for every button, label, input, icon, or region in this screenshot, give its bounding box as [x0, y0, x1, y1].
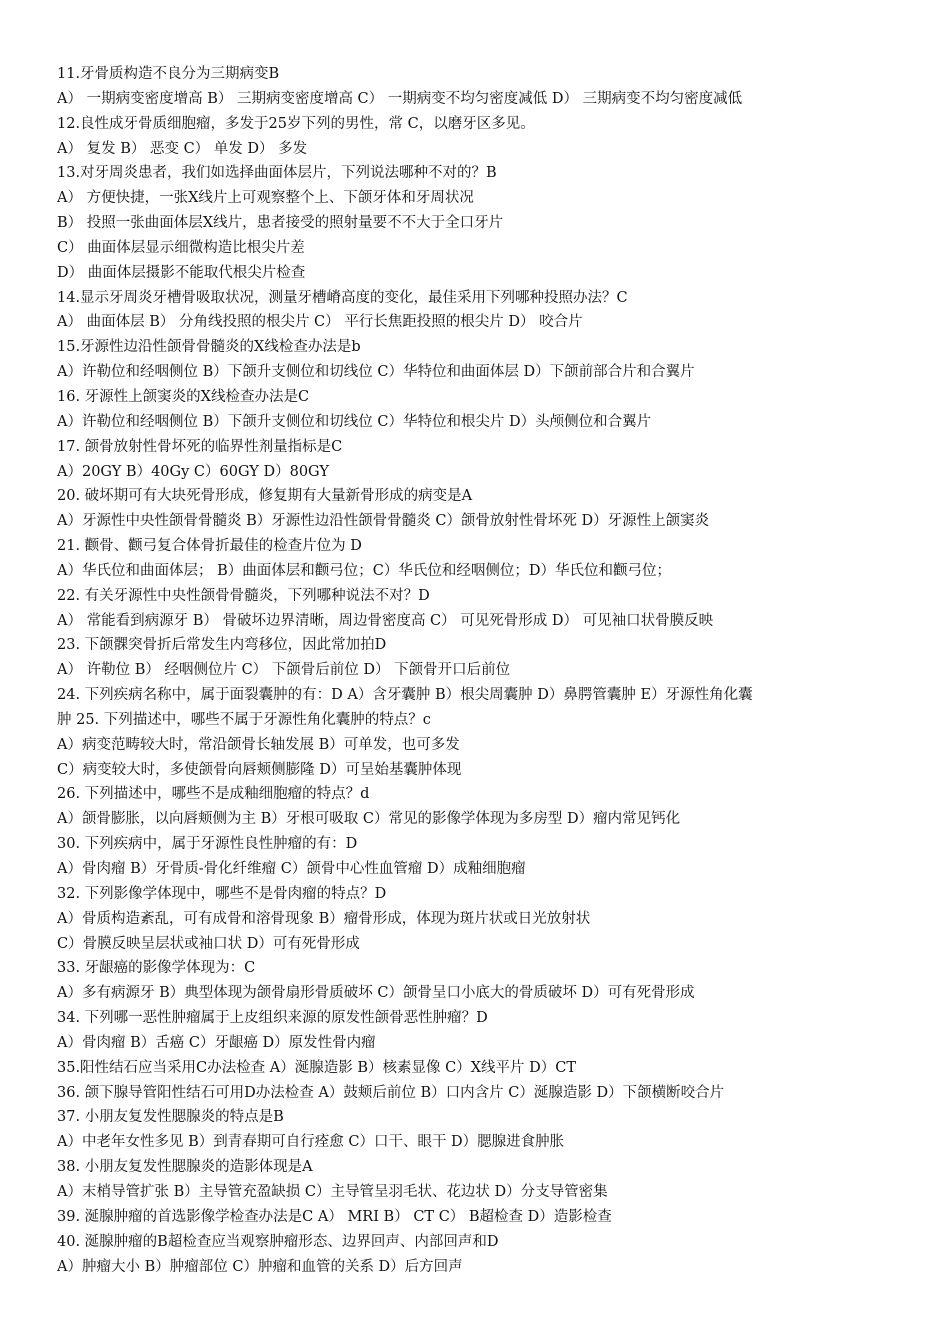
- text-line: A）华氏位和曲面体层； B）曲面体层和颧弓位；C）华氏位和经咽侧位；D）华氏位和颧弓位；: [57, 562, 671, 579]
- text-line: 11.牙骨质构造不良分为三期病变B: [57, 66, 280, 82]
- text-line: A）20GY B）40Gy C）60GY D）80GY: [57, 463, 329, 480]
- text-line: A）牙源性中央性颌骨骨髓炎 B）牙源性边沿性颌骨骨髓炎 C）颌骨放射性骨坏死 D）牙源性上颌窦炎: [57, 513, 710, 530]
- text-line: D） 曲面体层摄影不能取代根尖片检查: [57, 264, 306, 281]
- text-line: 22. 有关牙源性中央性颌骨骨髓炎，下列哪种说法不对？D: [57, 587, 430, 604]
- text-line: A）许勒位和经咽侧位 B）下颌升支侧位和切线位 C）华特位和根尖片 D）头颅侧位和合翼片: [57, 413, 652, 430]
- document-body: [57, 62, 907, 1279]
- text-line: 40. 涎腺肿瘤的B超检查应当观察肿瘤形态、边界回声、内部回声和D: [57, 1233, 499, 1250]
- text-line: 16. 牙源性上颌窦炎的X线检查办法是C: [57, 388, 310, 405]
- text-line: A）骨质构造紊乱，可有成骨和溶骨现象 B）瘤骨形成，体现为斑片状或日光放射状: [57, 910, 591, 927]
- text-line: 15.牙源性边沿性颌骨骨髓炎的X线检查办法是b: [57, 339, 361, 356]
- text-line: 21. 颧骨、颧弓复合体骨折最佳的检查片位为 D: [57, 538, 362, 555]
- text-line: C） 曲面体层显示细微构造比根尖片差: [57, 239, 305, 256]
- text-line: B） 投照一张曲面体层X线片，患者接受的照射量要不不大于全口牙片: [57, 215, 504, 232]
- text-line: 肿 25. 下列描述中，哪些不属于牙源性角化囊肿的特点？c: [57, 711, 431, 728]
- text-line: 26. 下列描述中，哪些不是成釉细胞瘤的特点？d: [57, 786, 370, 803]
- text-line: A）许勒位和经咽侧位 B）下颌升支侧位和切线位 C）华特位和曲面体层 D）下颌前部合片和合翼片: [57, 364, 695, 381]
- text-line: A） 常能看到病源牙 B） 骨破坏边界清晰，周边骨密度高 C） 可见死骨形成 D） 可见袖口状骨膜反映: [57, 612, 714, 629]
- text-line: A）末梢导管扩张 B）主导管充盈缺损 C）主导管呈羽毛状、花边状 D）分支导管密集: [57, 1183, 608, 1200]
- text-line: 30. 下列疾病中，属于牙源性良性肿瘤的有：D: [57, 836, 358, 853]
- text-line: A） 许勒位 B） 经咽侧位片 C） 下颌骨后前位 D） 下颌骨开口后前位: [57, 662, 511, 679]
- text-line: 12.良性成牙骨质细胞瘤，多发于25岁下列的男性，常 C，以磨牙区多见。: [57, 115, 535, 132]
- text-line: 34. 下列哪一恶性肿瘤属于上皮组织来源的原发性颌骨恶性肿瘤？D: [57, 1010, 488, 1027]
- text-line: 32. 下列影像学体现中，哪些不是骨肉瘤的特点？D: [57, 885, 387, 902]
- text-line: 38. 小朋友复发性腮腺炎的造影体现是A: [57, 1159, 313, 1176]
- text-line: A）骨肉瘤 B）舌癌 C）牙龈癌 D）原发性骨内瘤: [57, 1034, 376, 1051]
- text-line: A） 曲面体层 B） 分角线投照的根尖片 C） 平行长焦距投照的根尖片 D） 咬合片: [57, 314, 583, 331]
- text-line: 23. 下颌髁突骨折后常发生内弯移位，因此常加拍D: [57, 637, 387, 654]
- text-line: 17. 颌骨放射性骨坏死的临界性剂量指标是C: [57, 438, 343, 455]
- text-line: C）病变较大时，多使颌骨向唇颊侧膨隆 D）可呈始基囊肿体现: [57, 761, 462, 778]
- text-line: A） 复发 B） 恶变 C） 单发 D） 多发: [57, 140, 308, 157]
- text-line: A）肿瘤大小 B）肿瘤部位 C）肿瘤和血管的关系 D）后方回声: [57, 1258, 463, 1275]
- text-line: A）骨肉瘤 B）牙骨质-骨化纤维瘤 C）颌骨中心性血管瘤 D）成釉细胞瘤: [57, 861, 526, 877]
- text-line: 37. 小朋友复发性腮腺炎的特点是B: [57, 1109, 284, 1126]
- text-line: A）病变范畴较大时，常沿颌骨长轴发展 B）可单发，也可多发: [57, 736, 460, 753]
- text-line: 33. 牙龈癌的影像学体现为：C: [57, 960, 256, 977]
- text-line: 35.阳性结石应当采用C办法检查 A）涎腺造影 B）核素显像 C）X线平片 D）CT: [57, 1059, 577, 1076]
- text-line: A）颌骨膨胀，以向唇颊侧为主 B）牙根可吸取 C）常见的影像学体现为多房型 D）瘤内常见钙化: [57, 811, 681, 828]
- text-line: A）多有病源牙 B）典型体现为颌骨扇形骨质破坏 C）颌骨呈口小底大的骨质破坏 D）可有死骨形成: [57, 985, 695, 1002]
- text-line: 20. 破坏期可有大块死骨形成，修复期有大量新骨形成的病变是A: [57, 488, 473, 505]
- text-line: A） 方便快捷，一张X线片上可观察整个上、下颌牙体和牙周状况: [57, 190, 474, 207]
- text-line: C）骨膜反映呈层状或袖口状 D）可有死骨形成: [57, 935, 360, 952]
- text-line: A） 一期病变密度增高 B） 三期病变密度增高 C） 一期病变不均匀密度减低 D） 三期病变不均匀密度减低: [57, 90, 743, 107]
- text-line: A）中老年女性多见 B）到青春期可自行痊愈 C）口干、眼干 D）腮腺进食肿胀: [57, 1134, 565, 1151]
- text-line: 14.显示牙周炎牙槽骨吸取状况，测量牙槽嵴高度的变化，最佳采用下列哪种投照办法？C: [57, 289, 628, 306]
- text-line: 24. 下列疾病名称中，属于面裂囊肿的有：D A）含牙囊肿 B）根尖周囊肿 D）鼻腭管囊肿 E）牙源性角化囊: [57, 687, 753, 704]
- text-line: 13.对牙周炎患者，我们如选择曲面体层片，下列说法哪种不对的？B: [57, 165, 497, 182]
- text-line: 36. 颌下腺导管阳性结石可用D办法检查 A）鼓颊后前位 B）口内含片 C）涎腺造影 D）下颌横断咬合片: [57, 1084, 725, 1101]
- text-line: 39. 涎腺肿瘤的首选影像学检查办法是C A） MRI B） CT C） B超检查 D）造影检查: [57, 1208, 612, 1225]
